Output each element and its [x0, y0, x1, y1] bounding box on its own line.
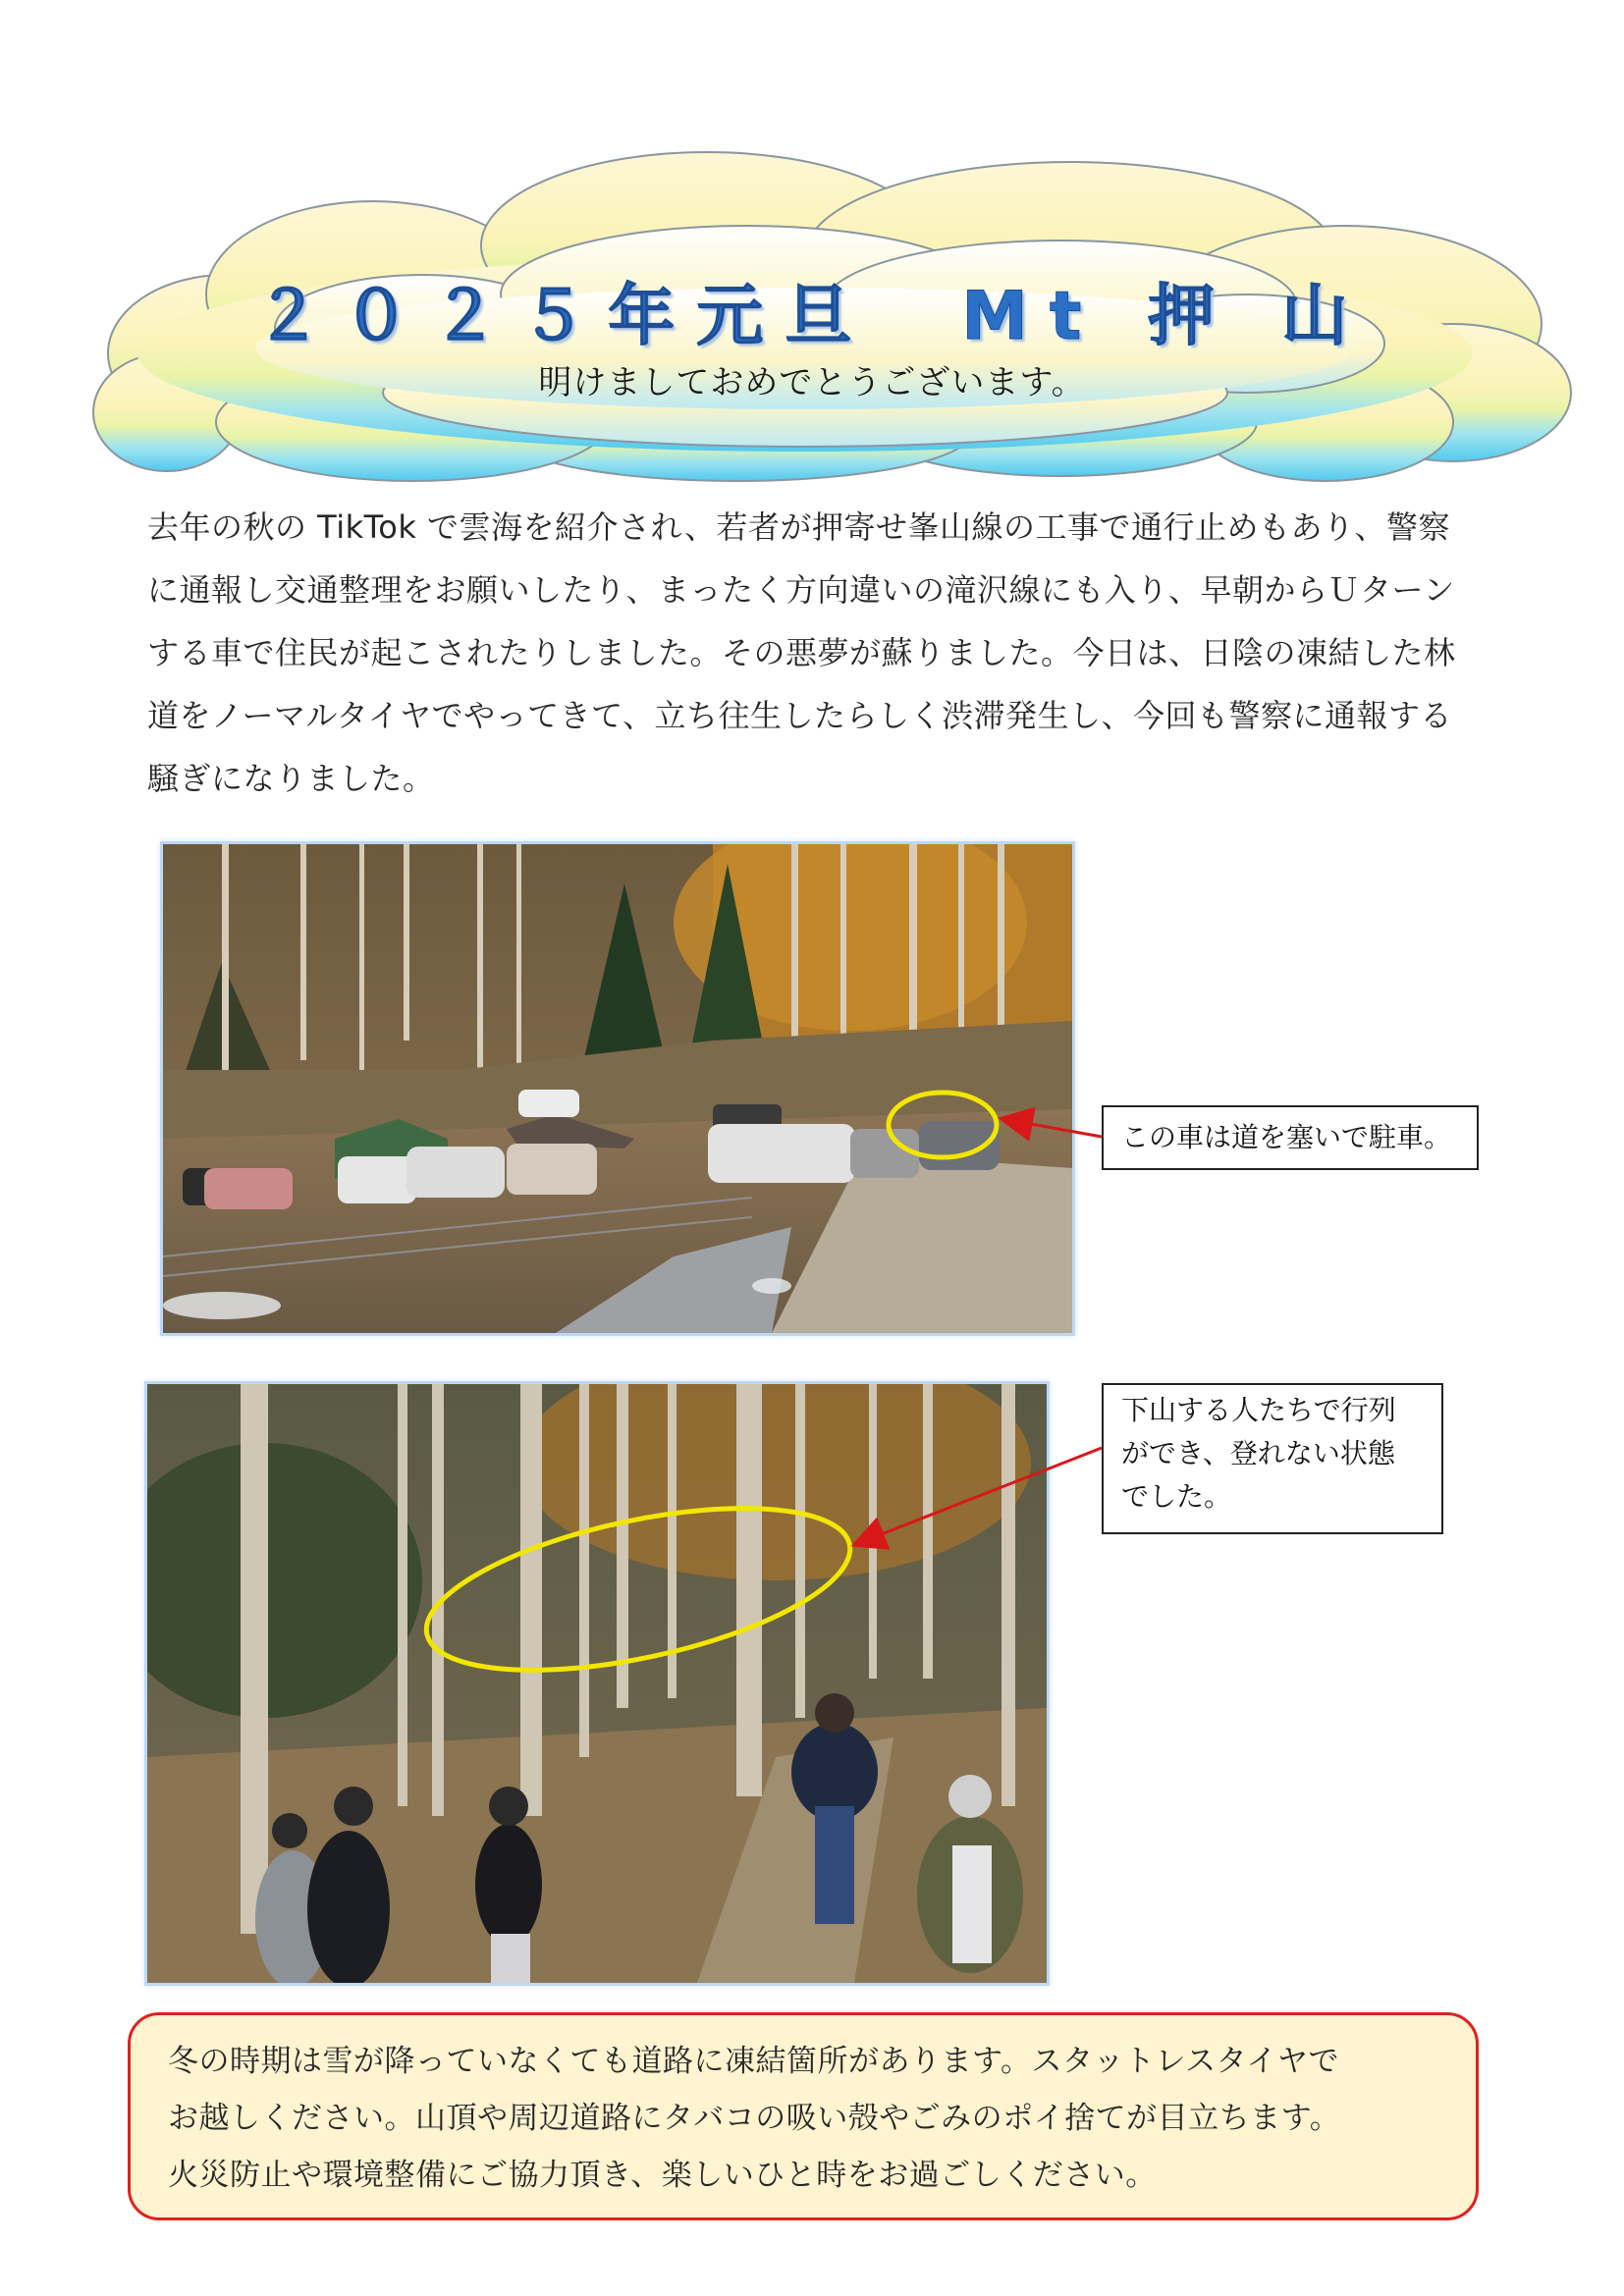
intro-paragraph [147, 496, 1494, 810]
page-subtitle: 明けましておめでとうございます。 [538, 363, 1086, 402]
car-callout-text: この車は道を塞いで駐車。 [1121, 1121, 1452, 1153]
notice-line: お越しください。山頂や周辺道路にタバコの吸い殻やごみのポイ捨てが目立ちます。 [168, 2101, 1341, 2136]
intro-line: する車で住民が起こされたりしました。その悪夢が蘇りました。今日は、日陰の凍結した林 [147, 634, 1456, 671]
winter-notice-box [128, 2012, 1479, 2220]
notice-line: 冬の時期は雪が降っていなくても道路に凍結箇所があります。スタットレスタイヤで [168, 2044, 1339, 2079]
intro-line: 騒ぎになりました。 [147, 760, 435, 797]
queue-callout-line: でした。 [1121, 1480, 1232, 1513]
queue-callout-line: 下山する人たちで行列 [1121, 1394, 1396, 1426]
trail-photo [147, 1384, 1047, 1983]
page-title: ２０２５年元旦 Mt 押 山 [254, 278, 1370, 355]
queue-callout-box [1102, 1383, 1443, 1534]
intro-line: 道をノーマルタイヤでやってきて、立ち往生したらしく渋滞発生し、今回も警察に通報する [147, 697, 1452, 734]
intro-line: 去年の秋の TikTok で雲海を紹介され、若者が押寄せ峯山線の工事で通行止めもあり、警察 [147, 508, 1450, 546]
car-callout-box [1102, 1105, 1479, 1170]
queue-callout-line: ができ、登れない状態 [1121, 1437, 1395, 1469]
parking-photo [163, 844, 1072, 1333]
intro-line: に通報し交通整理をお願いしたり、まったく方向違いの滝沢線にも入り、早朝からＵターン [147, 571, 1455, 609]
title-cloud-banner [0, 0, 1624, 510]
notice-line: 火災防止や環境整備にご協力頂き、楽しいひと時をお過ごしください。 [168, 2158, 1157, 2193]
